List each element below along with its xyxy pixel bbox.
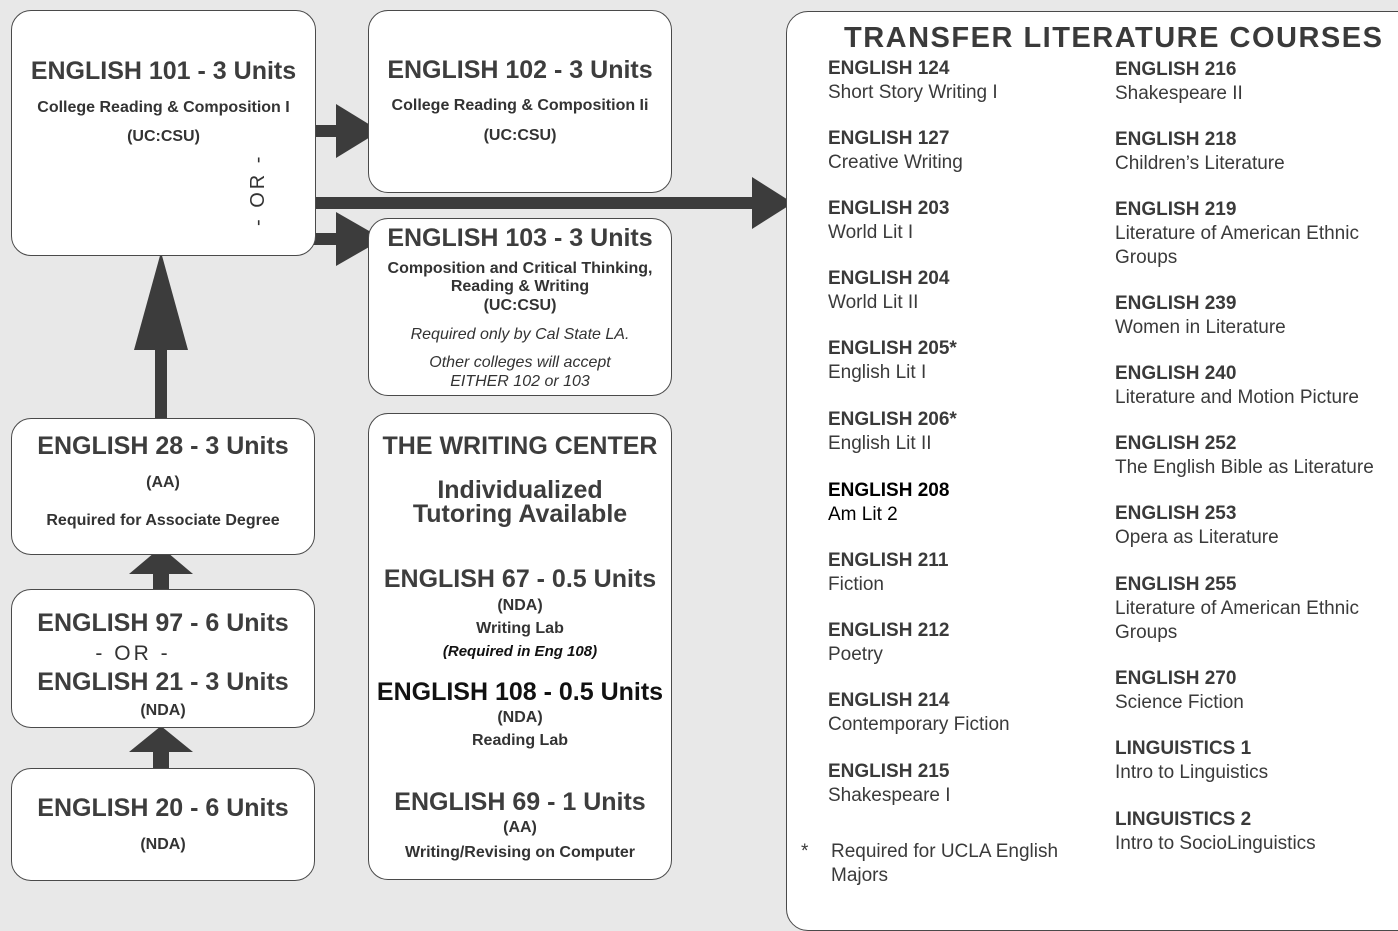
transfer-tag: (UC:CSU) — [483, 127, 557, 144]
course-title-english-69: ENGLISH 69 - 1 Units — [394, 788, 646, 816]
course-box-english-97-or-21[interactable] — [11, 589, 315, 728]
footnote-marker: * — [801, 841, 809, 862]
or-label-vertical: - OR - — [247, 153, 269, 227]
arrowhead-28-to-101 — [134, 252, 188, 350]
transfer-course-item[interactable]: ENGLISH 214 Contemporary Fiction — [828, 690, 1010, 735]
course-tag: (NDA) — [140, 836, 186, 853]
transfer-course-item[interactable]: ENGLISH 255 Literature of American Ethnic Groups — [1115, 574, 1359, 643]
course-note-2: Other colleges will accept — [429, 354, 611, 371]
transfer-course-item[interactable]: LINGUISTICS 1 Intro to Linguistics — [1115, 738, 1269, 783]
transfer-course-item[interactable]: ENGLISH 204 World Lit II — [828, 268, 950, 313]
transfer-course-item[interactable]: ENGLISH 124 Short Story Writing I — [828, 58, 998, 103]
writing-center-tagline-1: Individualized — [437, 476, 603, 504]
course-box-english-20[interactable] — [11, 768, 315, 881]
course-title: ENGLISH 20 - 6 Units — [37, 794, 289, 822]
transfer-course-item[interactable]: ENGLISH 203 World Lit I — [828, 198, 950, 243]
course-subtitle-line-2: Reading & Writing — [450, 278, 590, 295]
transfer-tag: (UC:CSU) — [127, 128, 200, 145]
transfer-course-item[interactable]: ENGLISH 219 Literature of American Ethnic Groups — [1115, 199, 1359, 268]
arrow-to-transfer — [290, 197, 760, 209]
or-label: - OR - — [95, 642, 171, 665]
transfer-course-item[interactable]: LINGUISTICS 2 Intro to SocioLinguistics — [1115, 809, 1316, 854]
course-tag: (AA) — [146, 474, 180, 491]
course-note-english-67: (Required in Eng 108) — [442, 643, 598, 660]
transfer-course-item[interactable]: ENGLISH 206* English Lit II — [828, 409, 957, 454]
course-box-english-103[interactable] — [368, 218, 672, 396]
transfer-course-item[interactable]: ENGLISH 218 Children’s Literature — [1115, 129, 1285, 174]
transfer-course-item[interactable]: ENGLISH 215 Shakespeare I — [828, 761, 951, 806]
writing-center-box[interactable] — [368, 413, 672, 880]
course-box-english-28[interactable] — [11, 418, 315, 555]
course-title: ENGLISH 102 - 3 Units — [387, 56, 653, 84]
writing-center-title: THE WRITING CENTER — [382, 432, 658, 460]
course-name-english-67: Writing Lab — [476, 620, 564, 637]
footnote-text: Required for UCLA English Majors — [831, 841, 1059, 886]
transfer-course-item[interactable]: ENGLISH 205* English Lit I — [828, 338, 957, 383]
course-tag-english-108: (NDA) — [497, 709, 543, 726]
transfer-course-item[interactable]: ENGLISH 208 Am Lit 2 — [828, 480, 950, 525]
writing-center-tagline-2: Tutoring Available — [412, 500, 628, 528]
course-title-english-97: ENGLISH 97 - 6 Units — [37, 609, 289, 637]
course-tag: (NDA) — [140, 702, 186, 719]
course-title-english-108: ENGLISH 108 - 0.5 Units — [376, 678, 664, 706]
transfer-course-item[interactable]: ENGLISH 270 Science Fiction — [1115, 668, 1244, 713]
arrowhead-20-to-97 — [129, 726, 193, 752]
course-title-english-21: ENGLISH 21 - 3 Units — [37, 668, 289, 696]
course-note-1: Required only by Cal State LA. — [410, 326, 630, 343]
transfer-course-item[interactable]: ENGLISH 212 Poetry — [828, 620, 950, 665]
transfer-course-item[interactable]: ENGLISH 216 Shakespeare II — [1115, 59, 1243, 104]
transfer-course-item[interactable]: ENGLISH 252 The English Bible as Literature — [1115, 433, 1374, 478]
transfer-courses-title: TRANSFER LITERATURE COURSES — [844, 22, 1384, 54]
course-subtitle: College Reading & Composition Ii — [391, 97, 649, 114]
arrow-28-to-101 — [155, 348, 167, 420]
course-title-english-67: ENGLISH 67 - 0.5 Units — [383, 565, 657, 593]
course-subtitle-line-1: Composition and Critical Thinking, — [387, 260, 653, 277]
course-note-3: EITHER 102 or 103 — [450, 373, 590, 390]
course-box-english-102[interactable] — [368, 10, 672, 193]
transfer-course-item[interactable]: ENGLISH 211 Fiction — [828, 550, 949, 595]
course-note: Required for Associate Degree — [46, 512, 280, 529]
transfer-tag: (UC:CSU) — [483, 297, 557, 314]
course-subtitle: College Reading & Composition I — [37, 99, 290, 116]
course-title: ENGLISH 103 - 3 Units — [387, 224, 653, 252]
course-title: ENGLISH 28 - 3 Units — [37, 432, 289, 460]
transfer-course-item[interactable]: ENGLISH 240 Literature and Motion Picture — [1115, 363, 1359, 408]
course-title: ENGLISH 101 - 3 Units — [30, 57, 297, 85]
course-name-english-69: Writing/Revising on Computer — [405, 844, 635, 861]
course-tag-english-69: (AA) — [503, 819, 537, 836]
course-name-english-108: Reading Lab — [471, 732, 568, 749]
transfer-course-item[interactable]: ENGLISH 253 Opera as Literature — [1115, 503, 1279, 548]
transfer-course-item[interactable]: ENGLISH 127 Creative Writing — [828, 128, 963, 173]
transfer-course-item[interactable]: ENGLISH 239 Women in Literature — [1115, 293, 1286, 338]
course-tag-english-67: (NDA) — [497, 597, 543, 614]
